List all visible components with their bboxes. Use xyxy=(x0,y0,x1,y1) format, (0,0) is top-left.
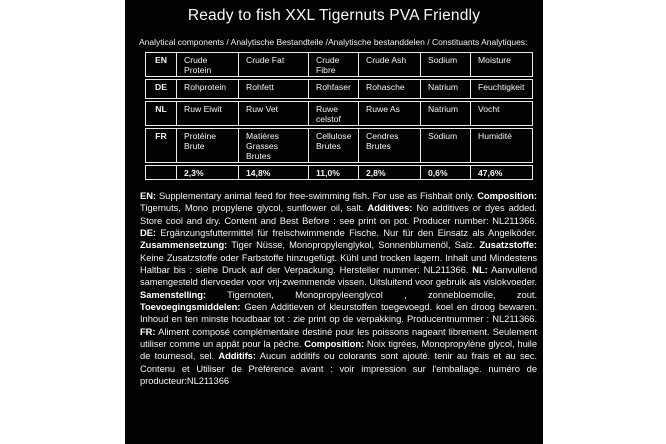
body-keyword: Samenstelling: xyxy=(140,288,206,300)
body-keyword: Composition: xyxy=(304,338,365,350)
table-row-nl xyxy=(145,101,533,126)
nutrient-cell: Natrium xyxy=(420,101,470,126)
nutrient-cell: Ruwe As xyxy=(358,101,420,126)
nutrient-cell: Cellulose Brutes xyxy=(308,128,358,163)
lang-cell: DE xyxy=(145,79,176,99)
body-text-run: Tiger Nüsse, Monopropylenglykol, Sonnenblumenöl, Salz. xyxy=(227,239,480,251)
body-text-run: Tigernoten, Monopropyleenglycol , zonnebloemolie, zout. xyxy=(205,288,537,300)
table-row-fr xyxy=(145,128,533,163)
nutrient-cell: Feuchtigkeit xyxy=(470,79,533,99)
nutrient-cell: Crude Protein xyxy=(176,52,238,77)
lang-cell: EN xyxy=(145,52,176,77)
body-text-run: Noix tigrées, Monopropylène glycol, huile de tournesol, sel. xyxy=(140,338,537,362)
analytical-components-subtitle: Analytical components / Analytische Bestandteile /Analytische bestanddelen / Constituants Analytiques: xyxy=(139,37,528,47)
product-label xyxy=(125,0,543,444)
nutrient-cell: Crude Fibre xyxy=(308,52,358,77)
body-text-run: Aliment composé complémentaire destiné pour les poissons nageant librement. Seulement utiliser comme un appât pour la pèche. xyxy=(140,325,537,350)
value-cell: 11,0% xyxy=(308,165,358,180)
nutrient-cell: Moisture xyxy=(470,52,533,77)
nutrient-cell: Rohfaser xyxy=(308,79,358,99)
nutrient-cell: Ruwe celstof xyxy=(308,101,358,126)
lang-cell: FR xyxy=(145,128,176,163)
body-keyword: Composition: xyxy=(477,190,537,201)
nutrient-cell: Crude Fat xyxy=(238,52,308,77)
nutrient-cell: Ruw Eiwit xyxy=(176,101,238,126)
value-cell: 0,6% xyxy=(420,165,470,180)
body-keyword: DE: xyxy=(140,227,156,239)
body-keyword: FR: xyxy=(140,325,156,337)
value-cell: 2,8% xyxy=(358,165,420,180)
nutrient-cell: Ruw Vet xyxy=(238,101,308,126)
analytical-components-table xyxy=(145,50,533,182)
body-text-run: Supplementary animal feed for free-swimming fish. For use as Fishbait only. xyxy=(156,190,478,201)
product-title: Ready to fish XXL Tigernuts PVA Friendly xyxy=(187,7,481,24)
nutrient-cell: Cendres Brutes xyxy=(358,128,420,163)
body-keyword: Zusammensetzung: xyxy=(140,239,228,251)
nutrient-cell: Sodium xyxy=(420,128,470,163)
value-cell: 47,6% xyxy=(470,165,533,180)
body-text-run: Tigernuts, Mono propylene glycol, sunflower oil, salt. xyxy=(140,202,368,214)
nutrient-cell: Humidité xyxy=(470,128,533,163)
lang-cell-empty xyxy=(145,165,176,180)
value-cell: 14,8% xyxy=(238,165,308,180)
body-text-run: Aanvullend samengesteld diervoeder voor vrij-zwemmende vissen. Uitsluitend voor gebruik als vislokvoeder. xyxy=(140,264,537,288)
nutrient-cell: Protéine Brute xyxy=(176,128,238,163)
table-row-de xyxy=(145,79,533,99)
nutrient-cell: Natrium xyxy=(420,79,470,99)
body-keyword: Zusatzstoffe: xyxy=(479,239,537,251)
body-text-run: No additives or dyes added. Store cool and dry. Content and Best Before : see print on pot. Producer number: NL211366. xyxy=(140,202,537,226)
nutrient-cell: Rohfett xyxy=(238,79,308,99)
nutrient-cell: Rohprotein xyxy=(176,79,238,99)
body-text-run: Keine Zusatzstoffe oder Farbstoffe hinzugefügt. Kühl und trocken lagern. Inhalt und Mindestens Haltbar bis : siehe Druck auf der Verpackung. Hersteller nummer: NL211366. xyxy=(140,251,537,276)
nutrient-cell: Rohasche xyxy=(358,79,420,99)
lang-cell: NL xyxy=(145,101,176,126)
nutrient-cell: Crude Ash xyxy=(358,52,420,77)
table-row-en xyxy=(145,52,533,77)
nutrient-cell: Sodium xyxy=(420,52,470,77)
body-keyword: Additifs: xyxy=(218,350,256,362)
body-text-run: Geen Additieven of kleurstoffen toegevoegd. koel en droog bewaren. Inhoud en ten minste houdbaar tot : zie print op de verpakking. Producentnummer : NL211366. xyxy=(140,301,537,325)
multilingual-body-text xyxy=(140,190,537,388)
nutrient-cell: Matières Grasses Brutes xyxy=(238,128,308,163)
body-keyword: Toevoegingsmiddelen: xyxy=(140,301,241,313)
body-keyword: Additives: xyxy=(367,202,413,214)
table-row-values xyxy=(145,165,533,180)
value-cell: 2,3% xyxy=(176,165,238,180)
body-keyword: NL: xyxy=(472,264,488,276)
body-keyword: EN: xyxy=(140,190,156,201)
nutrient-cell: Vocht xyxy=(470,101,533,126)
body-text-run: Aucun additifs ou colorants sont ajouté. tenir au frais et au sec. Contenu et Utiliser de Préférence avant : voir impression sur l'emballage. numéro de producteur:NL211366 xyxy=(140,350,537,387)
body-text-run: Ergänzungsfuttermittel für freischwimmende Fische. Nur für den Einsatz als Angelköder. xyxy=(156,227,537,239)
